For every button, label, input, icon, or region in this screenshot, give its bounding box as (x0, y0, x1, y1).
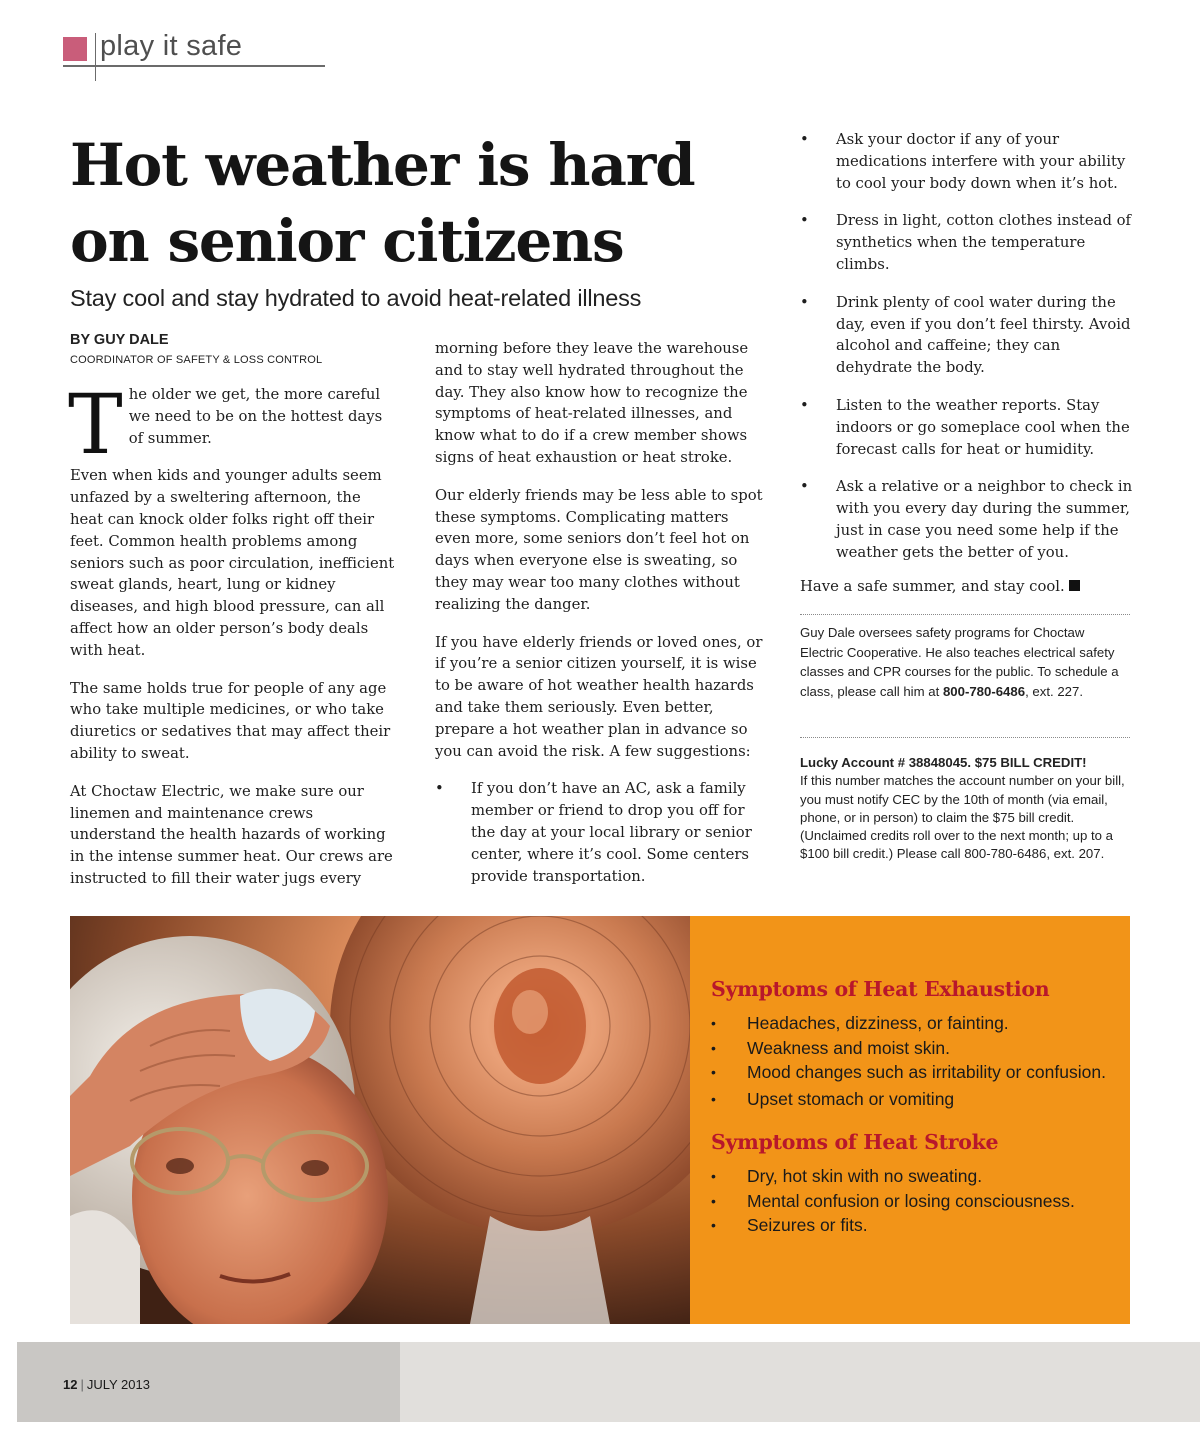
folio-separator: | (80, 1377, 84, 1392)
suggestion-item: • Listen to the weather reports. Stay indoors or go someplace cool when the forecast calls for heat or humidity. (800, 396, 1130, 458)
bullet: • (711, 1064, 716, 1080)
heat-stroke-heading: Symptoms of Heat Stroke (711, 1130, 999, 1154)
senior-woman-with-fan-photo (70, 916, 690, 1324)
suggestion-item: • If you don’t have an AC, ask a family member or friend to drop you off for the day at your local library or senior center, where it’s cool. Some centers provide transportation. (435, 780, 752, 885)
divider (800, 737, 1130, 738)
column-2 (435, 338, 765, 903)
symptom-item: • Headaches, dizziness, or fainting. (711, 1011, 1131, 1036)
bullet: • (711, 1015, 716, 1031)
bullet: • (800, 212, 809, 230)
subheadline: Stay cool and stay hydrated to avoid heat-related illness (70, 285, 642, 311)
author-title: COORDINATOR OF SAFETY & LOSS CONTROL (70, 354, 323, 366)
page-number: 12 (63, 1377, 78, 1392)
section-divider (95, 33, 96, 81)
heat-stroke-list (711, 1164, 1131, 1238)
suggestion-item: • Drink plenty of cool water during the day, even if you don’t feel thirsty. Avoid alcohol and caffeine; they can dehydrate the body. (800, 293, 1131, 377)
bullet: • (711, 1192, 716, 1209)
folio (63, 1377, 150, 1392)
footer-right-band (400, 1342, 1200, 1422)
paragraph: At Choctaw Electric, we make sure our linemen and maintenance crews understand the health hazards of working in the intense summer heat. Our crews are instructed to fill their water jugs every (70, 782, 393, 887)
heat-exhaustion-heading: Symptoms of Heat Exhaustion (711, 977, 1050, 1001)
column-3 (800, 129, 1135, 613)
divider (800, 614, 1130, 615)
suggestion-list (435, 778, 765, 887)
bullet: • (800, 396, 809, 414)
paragraph: If you have elderly friends or loved ones, or if you’re a senior citizen yourself, it is wise to be aware of hot weather health hazards and take them seriously. Even better, prepare a hot weather plan in advance so you can avoid the risk. A few suggestions: (435, 633, 763, 760)
closing-line: Have a safe summer, and stay cool. (800, 576, 1135, 598)
author-bio: Guy Dale oversees safety programs for Choctaw Electric Cooperative. He also teaches electrical safety classes and CPR courses for the public. To schedule a class, please call him at 800-780-6486, ext. 227. (800, 625, 1119, 699)
byline: BY GUY DALE (70, 332, 169, 348)
symptom-item: • Upset stomach or vomiting (711, 1087, 1131, 1112)
bullet: • (711, 1039, 716, 1056)
paragraph: Our elderly friends may be less able to spot these symptoms. Complicating matters even more, some seniors don’t feel hot on days when everyone else is sweating, so they may wear too many clothes without realizing the danger. (435, 486, 763, 613)
column-1 (68, 378, 395, 906)
suggestion-list (800, 129, 1135, 564)
lucky-account-box (800, 754, 1125, 864)
symptom-item: • Mood changes such as irritability or confusion. (711, 1060, 1131, 1085)
lead-paragraph: The older we get, the more careful we need to be on the hottest days of summer. (68, 378, 383, 473)
photo-illustration (70, 916, 690, 1324)
suggestion-item: • Ask a relative or a neighbor to check in with you every day during the summer, just in case you need some help if the weather gets the better of you. (800, 478, 1133, 561)
issue-date: JULY 2013 (86, 1377, 150, 1392)
bullet: • (711, 1168, 716, 1184)
section-marker (63, 37, 87, 61)
end-mark (1069, 580, 1080, 591)
suggestion-item: • Ask your doctor if any of your medications interfere with your ability to cool your body down when it’s hot. (800, 131, 1126, 192)
section-underline (63, 65, 325, 67)
heat-exhaustion-list (711, 1011, 1131, 1111)
paragraph: morning before they leave the warehouse and to stay well hydrated throughout the day. They also know how to recognize the symptoms of heat-related illnesses, and know what to do if a crew member shows signs of heat exhaustion or heat stroke. (435, 340, 749, 466)
lucky-account-heading: Lucky Account # 38848045. $75 BILL CREDIT! (800, 755, 1087, 770)
bullet: • (800, 478, 809, 496)
symptom-item: • Seizures or fits. (711, 1213, 1131, 1238)
symptom-item: • Mental confusion or losing consciousness. (711, 1189, 1131, 1214)
headline: Hot weather is hard on senior citizens (70, 131, 695, 275)
phone-number: 800-780-6486 (942, 683, 1026, 699)
symptom-item: • Dry, hot skin with no sweating. (711, 1164, 1131, 1189)
symptoms-sidebar (690, 916, 1130, 1324)
section-label: play it safe (100, 30, 243, 62)
paragraph: Even when kids and younger adults seem unfazed by a sweltering afternoon, the heat can knock older folks right off their feet. Common health problems among seniors such as poor circulation, inefficient sweat glands, heart, lung or kidney diseases, and high blood pressure, can all affect how an older person’s body deals with heat. (70, 467, 395, 659)
bullet: • (711, 1217, 716, 1233)
bullet: • (711, 1090, 716, 1107)
symptom-item: • Weakness and moist skin. (711, 1036, 1131, 1061)
dropcap: T (68, 378, 123, 473)
bullet: • (435, 780, 444, 798)
lucky-account-text: If this number matches the account number on your bill, you must notify CEC by the 10th of month (via email, phone, or in person) to claim the $75 bill credit. (Unclaimed credits roll over to the next month; up to a $100 bill credit.) Please call 800-780-6486, ext. 207. (800, 773, 1125, 862)
bullet: • (800, 131, 809, 148)
paragraph: The same holds true for people of any age who take multiple medicines, or who take diuretics or sedatives that may affect their ability to sweat. (70, 679, 391, 762)
bullet: • (800, 293, 809, 311)
suggestion-item: • Dress in light, cotton clothes instead of synthetics when the temperature climbs. (800, 212, 1131, 273)
